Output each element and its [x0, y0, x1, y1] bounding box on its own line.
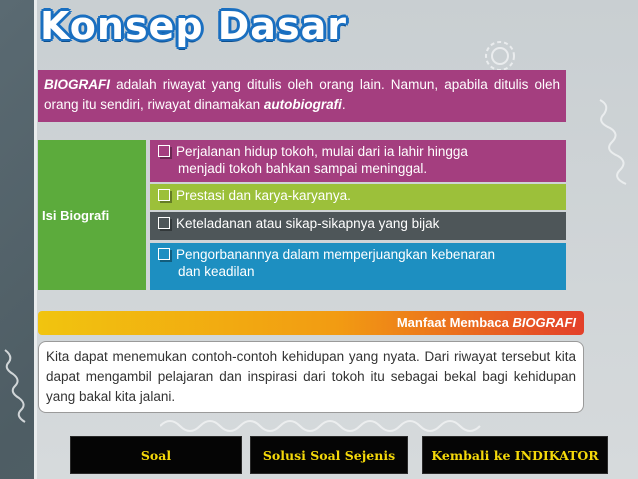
kembali-ke-indikator-button[interactable]: Kembali ke INDIKATOR	[422, 436, 608, 474]
isi-item-3-line1: Keteladanan atau sikap-sikapnya yang bijak	[176, 216, 440, 231]
solusi-soal-sejenis-button[interactable]: Solusi Soal Sejenis	[250, 436, 408, 474]
isi-item-4-line2: dan keadilan	[178, 264, 255, 279]
isi-item-1-line2: menjadi tokoh bahkan sampai meninggal.	[178, 161, 428, 176]
definition-term: BIOGRAFI	[44, 77, 110, 92]
decorative-scribble-right	[590, 90, 636, 230]
definition-term-2: autobiografi	[263, 97, 342, 112]
isi-item-2	[150, 184, 566, 210]
isi-item-4-line1: Pengorbanannya dalam memperjuangkan kebenaran	[176, 247, 495, 262]
isi-item-3	[150, 212, 566, 240]
decorative-scribble-bottom	[160, 414, 500, 438]
isi-item-2-line1: Prestasi dan karya-karyanya.	[176, 188, 351, 203]
definition-box	[38, 70, 566, 122]
page-title: Konsep Dasar	[40, 4, 347, 48]
checkbox-bullet-icon	[158, 217, 170, 229]
soal-button[interactable]: Soal	[70, 436, 242, 474]
isi-item-4	[150, 243, 566, 290]
manfaat-heading-prefix: Manfaat Membaca	[396, 315, 513, 330]
manfaat-heading	[38, 311, 584, 335]
checkbox-bullet-icon	[158, 189, 170, 201]
definition-text-2: .	[341, 97, 346, 112]
manfaat-body: Kita dapat menemukan contoh-contoh kehidupan yang nyata. Dari riwayat tersebut kita dapat mengambil pelajaran dan inspirasi dari tokoh itu sebagai bekal bagi kehidupan yang bakal kita jalani.	[38, 341, 584, 413]
isi-item-1	[150, 140, 566, 182]
checkbox-bullet-icon	[158, 145, 170, 157]
definition-text-1: adalah riwayat yang ditulis oleh orang lain. Namun, apabila ditulis oleh orang itu sendiri, riwayat dinamakan	[44, 77, 560, 112]
manfaat-heading-term: BIOGRAFI	[512, 315, 576, 330]
isi-biografi-label: Isi Biografi	[38, 140, 146, 290]
checkbox-bullet-icon	[158, 248, 170, 260]
isi-item-1-line1: Perjalanan hidup tokoh, mulai dari ia lahir hingga	[176, 144, 468, 159]
